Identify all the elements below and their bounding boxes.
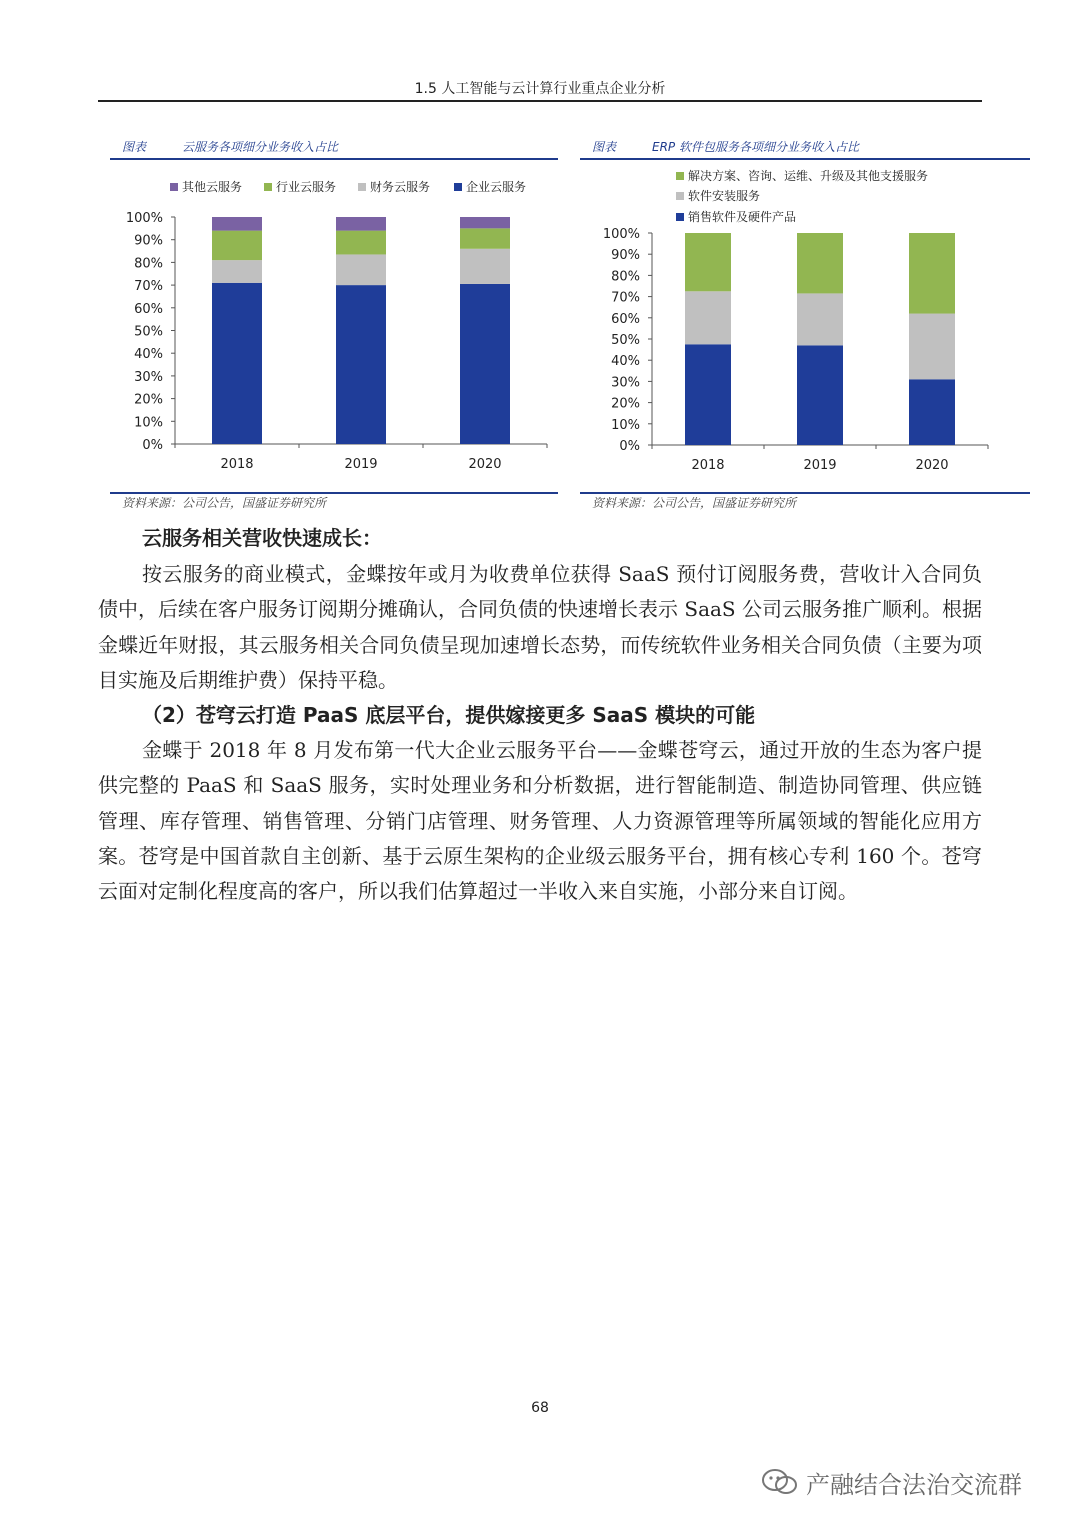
y-tick-label: 40% — [134, 347, 163, 363]
paragraph-text: 金蝶于 2018 年 8 月发布第一代大企业云服务平台——金蝶苍穹云，通过开放的生态为客户提供完整的 PaaS 和 SaaS 服务，实时处理业务和分析数据，进行智能制造、制造协同管理、供应链管理、库存管理、销售管理、分销门店管理、财务管理、人力资源管理等所属领域的智能化应用方案。苍穹是中国首款自主创新、基于云原生架构的企业级云服务平台，拥有核心专利 160 个。苍穹云面对定制化程度高的客户，所以我们估算超过一半收入来自实施，小部分来自订阅。 — [98, 738, 982, 904]
chart-title-row — [110, 132, 558, 160]
watermark — [760, 1462, 1022, 1502]
legend-label: 行业云服务 — [276, 180, 337, 194]
header-rule — [98, 100, 982, 102]
bar-segment — [336, 217, 386, 231]
legend-swatch — [358, 183, 366, 191]
legend-swatch — [676, 172, 684, 180]
y-tick-label: 70% — [611, 290, 640, 306]
bar-segment — [685, 233, 731, 291]
paragraph-cloud-revenue — [98, 557, 982, 698]
x-tick-label: 2020 — [915, 458, 949, 473]
legend-label: 财务云服务 — [370, 180, 431, 194]
bar-segment — [460, 249, 510, 284]
chart-title-rule — [110, 158, 558, 160]
chart-title: 云服务各项细分业务收入占比 — [182, 140, 339, 154]
legend-swatch — [264, 183, 272, 191]
y-tick-label: 30% — [611, 375, 640, 391]
bar-segment — [685, 291, 731, 344]
y-tick-label: 30% — [134, 369, 163, 385]
y-tick-label: 100% — [125, 211, 163, 226]
legend-label: 解决方案、咨询、运维、升级及其他支援服务 — [688, 169, 929, 183]
bar-segment — [797, 293, 843, 345]
y-tick-label: 50% — [611, 333, 640, 348]
bar-segment — [212, 260, 262, 283]
chart-title-rule — [580, 158, 1030, 160]
y-tick-label: 90% — [611, 248, 640, 264]
x-tick-label: 2018 — [220, 457, 254, 472]
y-tick-label: 60% — [134, 301, 163, 317]
bar-segment — [685, 344, 731, 445]
bar-segment — [212, 231, 262, 261]
bar-segment — [460, 228, 510, 248]
y-tick-label: 80% — [134, 256, 163, 272]
bar-segment — [212, 283, 262, 444]
y-tick-label: 80% — [611, 269, 640, 285]
page-number: 68 — [531, 1400, 549, 1416]
legend-swatch — [170, 183, 178, 191]
watermark-text: 产融结合法治交流群 — [806, 1470, 1022, 1499]
bar-segment — [797, 345, 843, 445]
chart-title: ERP 软件包服务各项细分业务收入占比 — [652, 140, 859, 154]
chart-cloud-services — [110, 162, 558, 492]
y-tick-label: 0% — [142, 438, 163, 453]
y-tick-label: 20% — [134, 392, 163, 408]
chart-source: 资料来源：公司公告，国盛证券研究所 — [122, 496, 327, 510]
chart-erp-services — [580, 162, 1030, 492]
figure-label: 图表 — [122, 140, 147, 154]
section-heading-cloud-revenue: 云服务相关营收快速成长： — [142, 526, 382, 550]
legend-label: 软件安装服务 — [688, 189, 761, 203]
bar-segment — [212, 217, 262, 231]
y-tick-label: 20% — [611, 396, 640, 412]
chart-title-row — [580, 132, 1030, 160]
y-tick-label: 0% — [619, 439, 640, 454]
y-tick-label: 10% — [611, 417, 640, 433]
bar-segment — [336, 285, 386, 444]
x-tick-label: 2020 — [468, 457, 502, 472]
legend-swatch — [676, 192, 684, 200]
legend-label: 企业云服务 — [466, 180, 527, 194]
legend-swatch — [676, 213, 684, 221]
chart-panel-erp-services — [580, 132, 1030, 512]
bar-segment — [460, 284, 510, 444]
x-tick-label: 2018 — [691, 458, 725, 473]
legend-label: 销售软件及硬件产品 — [688, 210, 797, 224]
paragraph-paas — [98, 733, 982, 909]
bar-segment — [460, 217, 510, 228]
y-tick-label: 10% — [134, 415, 163, 431]
legend-swatch — [454, 183, 462, 191]
figure-label: 图表 — [592, 140, 617, 154]
y-tick-label: 100% — [602, 227, 640, 242]
bar-segment — [797, 233, 843, 293]
bar-segment — [909, 379, 955, 445]
chart-panel-cloud-services — [110, 132, 558, 512]
y-tick-label: 40% — [611, 354, 640, 370]
y-tick-label: 90% — [134, 233, 163, 249]
y-tick-label: 50% — [134, 324, 163, 340]
bar-segment — [909, 314, 955, 380]
wechat-icon — [760, 1467, 800, 1497]
paragraph-text: 按云服务的商业模式，金蝶按年或月为收费单位获得 SaaS 预付订阅服务费，营收计入合同负债中，后续在客户服务订阅期分摊确认，合同负债的快速增长表示 SaaS 公司云服务推广顺利。根据金蝶近年财报，其云服务相关合同负债呈现加速增长态势，而传统软件业务相关合同负债（主要为项目实施及后期维护费）保持平稳。 — [98, 562, 982, 692]
chart-source: 资料来源：公司公告，国盛证券研究所 — [592, 496, 797, 510]
x-tick-label: 2019 — [803, 458, 837, 473]
x-tick-label: 2019 — [344, 457, 378, 472]
bar-segment — [909, 233, 955, 314]
section-heading-paas: （2）苍穹云打造 PaaS 底层平台，提供嫁接更多 SaaS 模块的可能 — [142, 703, 756, 727]
legend-label: 其他云服务 — [182, 180, 243, 194]
bar-segment — [336, 231, 386, 255]
page-header: 1.5 人工智能与云计算行业重点企业分析 — [414, 81, 666, 97]
y-tick-label: 70% — [134, 279, 163, 295]
bar-segment — [336, 254, 386, 285]
y-tick-label: 60% — [611, 311, 640, 327]
